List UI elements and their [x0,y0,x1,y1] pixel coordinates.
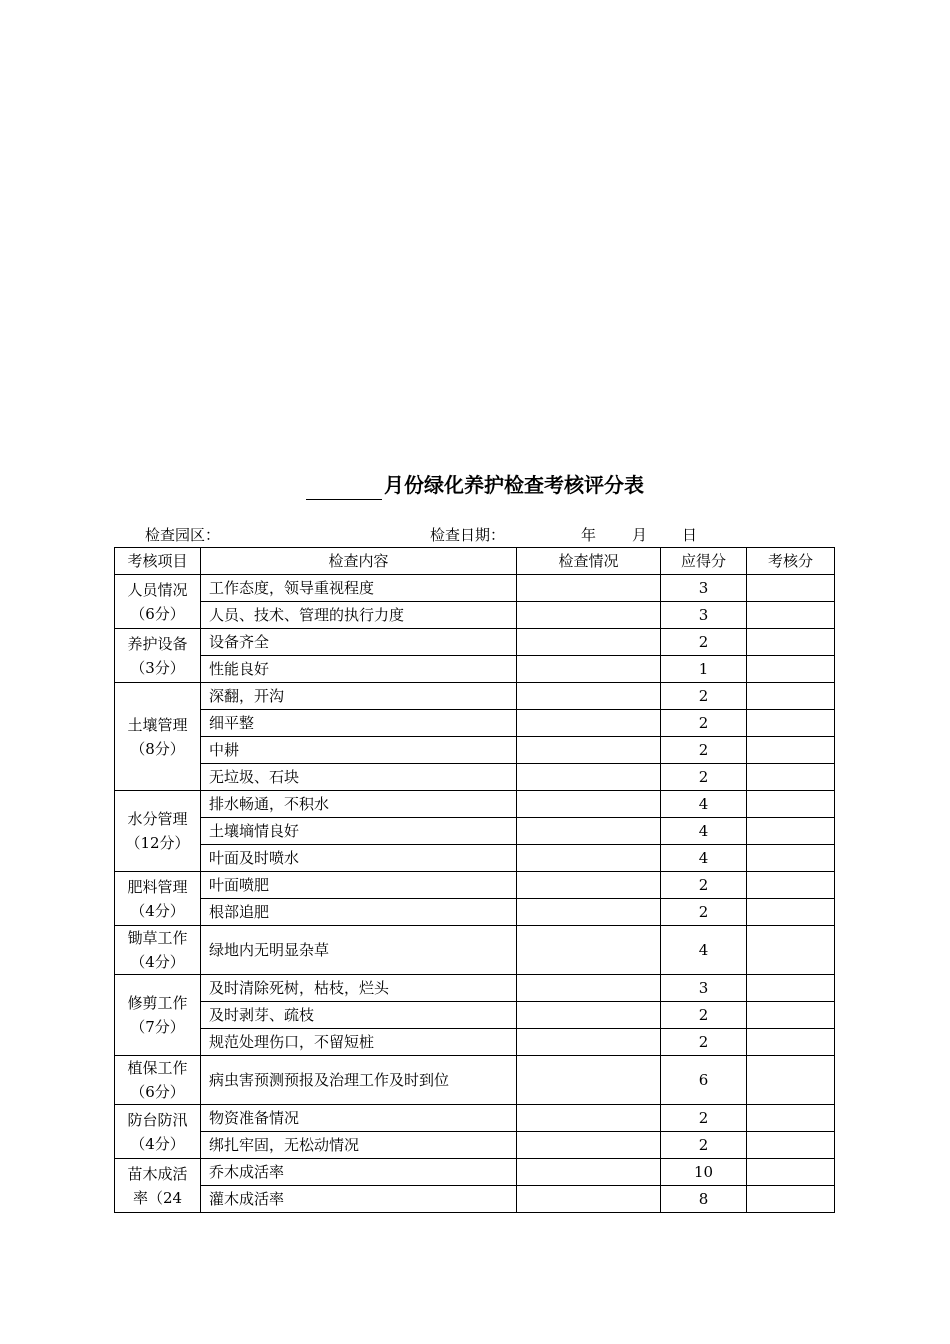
check-situation-cell[interactable] [517,1029,661,1056]
check-content: 人员、技术、管理的执行力度 [201,602,517,629]
category-name: 苗木成活 [127,1164,188,1183]
full-score: 10 [661,1159,747,1186]
check-situation-cell[interactable] [517,737,661,764]
inspection-meta-line [0,524,950,546]
category-name: 锄草工作 [127,929,188,947]
header-situation: 检查情况 [517,548,661,575]
form-title [0,470,950,500]
check-content: 工作态度，领导重视程度 [201,575,517,602]
check-content: 叶面喷肥 [201,872,517,899]
table-row [115,899,835,926]
assessed-score-cell[interactable] [747,575,835,602]
assessed-score-cell[interactable] [747,791,835,818]
check-situation-cell[interactable] [517,656,661,683]
check-content: 深翻，开沟 [201,683,517,710]
check-situation-cell[interactable] [517,1186,661,1213]
check-situation-cell[interactable] [517,602,661,629]
table-row [115,1105,835,1132]
table-row [115,845,835,872]
category-cell [115,683,201,791]
full-score: 2 [661,1029,747,1056]
check-situation-cell[interactable] [517,791,661,818]
table-row [115,1056,835,1105]
full-score: 3 [661,975,747,1002]
table-row [115,975,835,1002]
check-content: 规范处理伤口，不留短桩 [201,1029,517,1056]
assessed-score-cell[interactable] [747,1132,835,1159]
month-label: 月 [632,526,648,544]
full-score: 2 [661,737,747,764]
category-name: 土壤管理 [127,715,188,734]
check-content: 灌木成活率 [201,1186,517,1213]
category-cell [115,1056,201,1105]
full-score: 2 [661,1002,747,1029]
category-cell [115,872,201,926]
check-content: 绑扎牢固，无松动情况 [201,1132,517,1159]
check-content: 中耕 [201,737,517,764]
full-score: 2 [661,872,747,899]
category-score: （4分） [130,1134,185,1153]
full-score: 4 [661,926,747,975]
table-row [115,602,835,629]
full-score: 2 [661,899,747,926]
full-score: 2 [661,1132,747,1159]
table-row [115,710,835,737]
check-content: 性能良好 [201,656,517,683]
assessed-score-cell[interactable] [747,1159,835,1186]
assessed-score-cell[interactable] [747,656,835,683]
check-situation-cell[interactable] [517,1159,661,1186]
score-table [114,547,835,1213]
check-situation-cell[interactable] [517,629,661,656]
assessed-score-cell[interactable] [747,764,835,791]
assessed-score-cell[interactable] [747,737,835,764]
table-row [115,683,835,710]
table-row [115,791,835,818]
check-content: 无垃圾、石块 [201,764,517,791]
check-situation-cell[interactable] [517,926,661,975]
check-situation-cell[interactable] [517,710,661,737]
header-item: 考核项目 [115,548,201,575]
check-content: 物资准备情况 [201,1105,517,1132]
category-name: 植保工作 [127,1059,188,1077]
table-row [115,818,835,845]
assessed-score-cell[interactable] [747,602,835,629]
header-full-score: 应得分 [661,548,747,575]
check-content: 及时剥芽、疏枝 [201,1002,517,1029]
check-situation-cell[interactable] [517,1132,661,1159]
date-label: 检查日期： [430,526,506,544]
check-situation-cell[interactable] [517,845,661,872]
check-situation-cell[interactable] [517,575,661,602]
category-score: （6分） [130,604,185,623]
full-score: 8 [661,1186,747,1213]
check-situation-cell[interactable] [517,1056,661,1105]
full-score: 2 [661,764,747,791]
check-situation-cell[interactable] [517,818,661,845]
check-situation-cell[interactable] [517,1105,661,1132]
header-assessed-score: 考核分 [747,548,835,575]
check-content: 土壤墒情良好 [201,818,517,845]
table-row [115,1029,835,1056]
table-row [115,1132,835,1159]
category-score: （3分） [130,658,185,677]
category-name: 养护设备 [127,634,188,653]
form-title-text: 月份绿化养护检查考核评分表 [384,473,644,497]
table-row [115,1002,835,1029]
year-label: 年 [581,526,597,544]
category-score: （4分） [130,901,185,920]
check-situation-cell[interactable] [517,1002,661,1029]
check-content: 设备齐全 [201,629,517,656]
category-cell [115,975,201,1056]
category-score: （8分） [130,739,185,758]
table-row [115,629,835,656]
full-score: 2 [661,1105,747,1132]
category-name: 修剪工作 [127,994,188,1012]
category-name: 防台防汛 [127,1110,188,1129]
assessed-score-cell[interactable] [747,845,835,872]
full-score: 2 [661,629,747,656]
assessed-score-cell[interactable] [747,629,835,656]
category-cell [115,926,201,975]
assessed-score-cell[interactable] [747,1029,835,1056]
check-situation-cell[interactable] [517,975,661,1002]
check-content: 乔木成活率 [201,1159,517,1186]
assessed-score-cell[interactable] [747,1002,835,1029]
category-name: 肥料管理 [127,877,188,896]
assessed-score-cell[interactable] [747,899,835,926]
header-row [115,548,835,575]
table-row [115,1186,835,1213]
full-score: 2 [661,710,747,737]
assessed-score-cell[interactable] [747,1186,835,1213]
category-name: 人员情况 [127,580,188,599]
category-cell [115,575,201,629]
full-score: 3 [661,602,747,629]
check-situation-cell[interactable] [517,872,661,899]
assessed-score-cell[interactable] [747,975,835,1002]
check-situation-cell[interactable] [517,683,661,710]
full-score: 1 [661,656,747,683]
category-cell [115,1159,201,1213]
assessed-score-cell[interactable] [747,872,835,899]
assessed-score-cell[interactable] [747,683,835,710]
full-score: 4 [661,791,747,818]
table-row [115,1159,835,1186]
table-row [115,737,835,764]
assessed-score-cell[interactable] [747,926,835,975]
table-row [115,872,835,899]
assessed-score-cell[interactable] [747,818,835,845]
table-row [115,926,835,975]
month-blank-line [306,479,382,500]
category-score: （4分） [130,953,185,971]
table-row [115,656,835,683]
check-content: 细平整 [201,710,517,737]
full-score: 3 [661,575,747,602]
assessed-score-cell[interactable] [747,1105,835,1132]
header-content: 检查内容 [201,548,517,575]
category-cell [115,629,201,683]
table-row [115,575,835,602]
full-score: 2 [661,683,747,710]
full-score: 6 [661,1056,747,1105]
day-label: 日 [682,526,698,544]
category-score: （7分） [130,1018,185,1036]
full-score: 4 [661,845,747,872]
table-row [115,764,835,791]
full-score: 4 [661,818,747,845]
category-score: 率（24 [132,1188,183,1207]
category-score: （6分） [130,1083,185,1101]
check-situation-cell[interactable] [517,764,661,791]
assessed-score-cell[interactable] [747,1056,835,1105]
category-cell [115,1105,201,1159]
check-content: 排水畅通，不积水 [201,791,517,818]
assessed-score-cell[interactable] [747,710,835,737]
check-content: 叶面及时喷水 [201,845,517,872]
check-content: 根部追肥 [201,899,517,926]
category-name: 水分管理 [127,810,188,828]
category-score: （12分） [125,834,190,852]
check-situation-cell[interactable] [517,899,661,926]
check-content: 及时清除死树，枯枝，烂头 [201,975,517,1002]
category-cell [115,791,201,872]
park-label: 检查园区： [145,526,221,544]
check-content: 绿地内无明显杂草 [201,926,517,975]
check-content: 病虫害预测预报及治理工作及时到位 [201,1056,517,1105]
